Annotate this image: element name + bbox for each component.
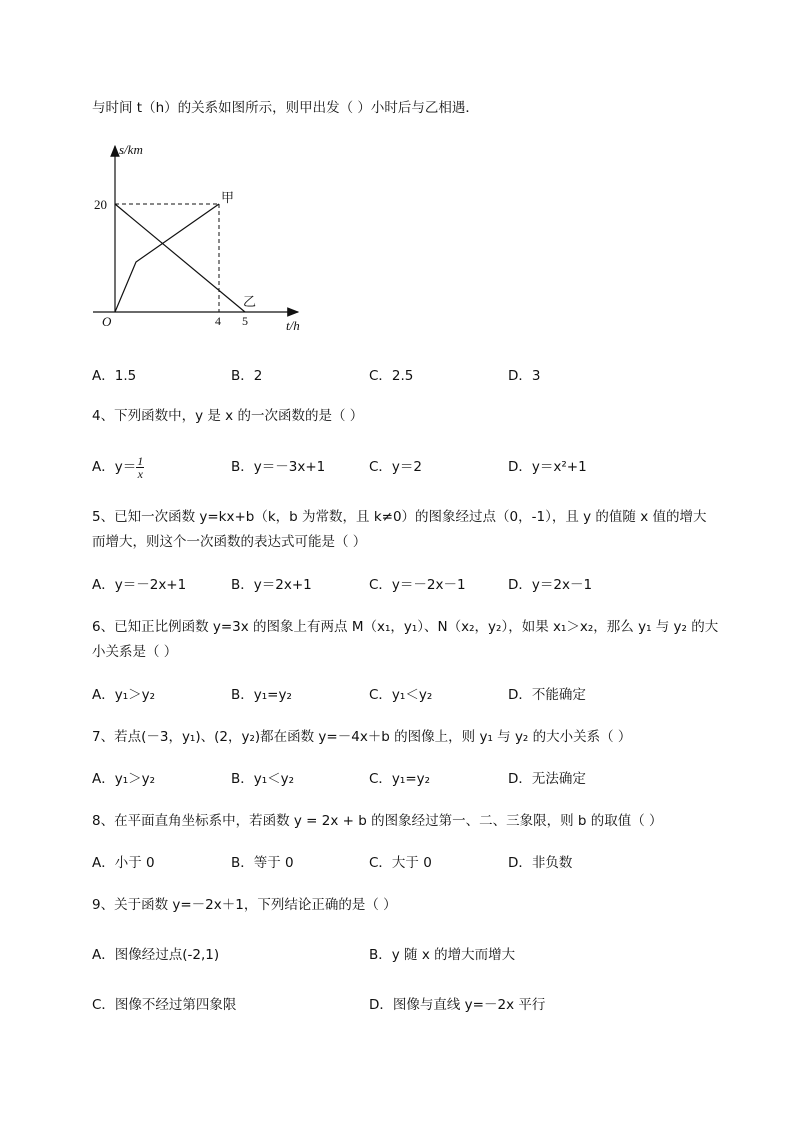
q9-option-a[interactable]: A．图像经过点(-2,1) bbox=[92, 947, 220, 963]
q7-option-d[interactable]: D．无法确定 bbox=[508, 771, 586, 787]
q8-option-b[interactable]: B．等于 0 bbox=[231, 855, 294, 871]
q5-option-c[interactable]: C．y＝－2x－1 bbox=[369, 577, 466, 593]
q8-option-a[interactable]: A．小于 0 bbox=[92, 855, 155, 871]
q3-stem: 与时间 t（h）的关系如图所示，则甲出发（ ）小时后与乙相遇． bbox=[92, 100, 479, 116]
x-tick-4: 4 bbox=[215, 314, 221, 328]
q9-stem: 9、关于函数 y=－2x＋1，下列结论正确的是（ ） bbox=[92, 897, 397, 913]
q4-stem: 4、下列函数中，y 是 x 的一次函数的是（ ） bbox=[92, 408, 364, 424]
q3-option-d[interactable]: D．3 bbox=[508, 368, 541, 384]
q8-stem: 8、在平面直角坐标系中，若函数 y = 2x + b 的图象经过第一、二、三象限，则 b 的取值（ ） bbox=[92, 813, 663, 829]
q9-option-c[interactable]: C．图像不经过第四象限 bbox=[92, 997, 237, 1013]
q6-option-c[interactable]: C．y₁＜y₂ bbox=[369, 687, 433, 703]
q6-option-b[interactable]: B．y₁=y₂ bbox=[231, 687, 292, 703]
fraction-numerator: 1 bbox=[137, 453, 144, 468]
y-tick-20: 20 bbox=[94, 197, 107, 212]
y-axis-label: s/km bbox=[119, 142, 143, 157]
yi-line bbox=[115, 204, 245, 312]
q5-stem-line1: 5、已知一次函数 y=kx+b（k，b 为常数，且 k≠0）的图象经过点（0，-1），且 y 的值随 x 值的增大 bbox=[92, 509, 707, 525]
q4-option-a-prefix: A．y＝ bbox=[92, 459, 137, 475]
x-tick-5: 5 bbox=[242, 314, 248, 328]
q5-option-b[interactable]: B．y＝2x+1 bbox=[231, 577, 312, 593]
fraction-1-over-x bbox=[136, 455, 144, 480]
q6-stem-line2: 小关系是（ ） bbox=[92, 644, 178, 660]
q8-option-d[interactable]: D．非负数 bbox=[508, 855, 573, 871]
origin-label: O bbox=[102, 314, 112, 329]
q5-option-d[interactable]: D．y＝2x－1 bbox=[508, 577, 593, 593]
q9-option-b[interactable]: B．y 随 x 的增大而增大 bbox=[369, 947, 516, 963]
label-jia: 甲 bbox=[221, 191, 235, 206]
q7-option-a[interactable]: A．y₁＞y₂ bbox=[92, 771, 156, 787]
q6-stem-line1: 6、已知正比例函数 y=3x 的图象上有两点 M（x₁，y₁）、N（x₂，y₂），如果 x₁＞x₂，那么 y₁ 与 y₂ 的大 bbox=[92, 619, 719, 635]
fraction-denominator: x bbox=[137, 466, 143, 481]
q5-stem-line2: 而增大，则这个一次函数的表达式可能是（ ） bbox=[92, 534, 367, 550]
q3-option-c[interactable]: C．2.5 bbox=[369, 368, 414, 384]
q7-option-b[interactable]: B．y₁＜y₂ bbox=[231, 771, 295, 787]
distance-time-graph bbox=[88, 140, 318, 340]
q8-option-c[interactable]: C．大于 0 bbox=[369, 855, 432, 871]
q4-option-c[interactable]: C．y＝2 bbox=[369, 459, 423, 475]
q5-option-a[interactable]: A．y＝－2x+1 bbox=[92, 577, 187, 593]
q6-option-d[interactable]: D．不能确定 bbox=[508, 687, 586, 703]
q3-option-a[interactable]: A．1.5 bbox=[92, 368, 137, 384]
q6-option-a[interactable]: A．y₁＞y₂ bbox=[92, 687, 156, 703]
jia-line bbox=[115, 204, 219, 312]
q7-option-c[interactable]: C．y₁=y₂ bbox=[369, 771, 431, 787]
q7-stem: 7、若点(－3，y₁)、(2，y₂)都在函数 y=－4x＋b 的图像上，则 y₁ 与 y₂ 的大小关系（ ） bbox=[92, 729, 632, 745]
q4-option-b[interactable]: B．y＝－3x+1 bbox=[231, 459, 326, 475]
x-axis-label: t/h bbox=[286, 318, 300, 333]
label-yi: 乙 bbox=[243, 295, 257, 310]
q4-option-a[interactable] bbox=[92, 452, 144, 482]
q3-option-b[interactable]: B．2 bbox=[231, 368, 263, 384]
q4-option-d[interactable]: D．y＝x²+1 bbox=[508, 459, 587, 475]
q9-option-d[interactable]: D．图像与直线 y=－2x 平行 bbox=[369, 997, 546, 1013]
